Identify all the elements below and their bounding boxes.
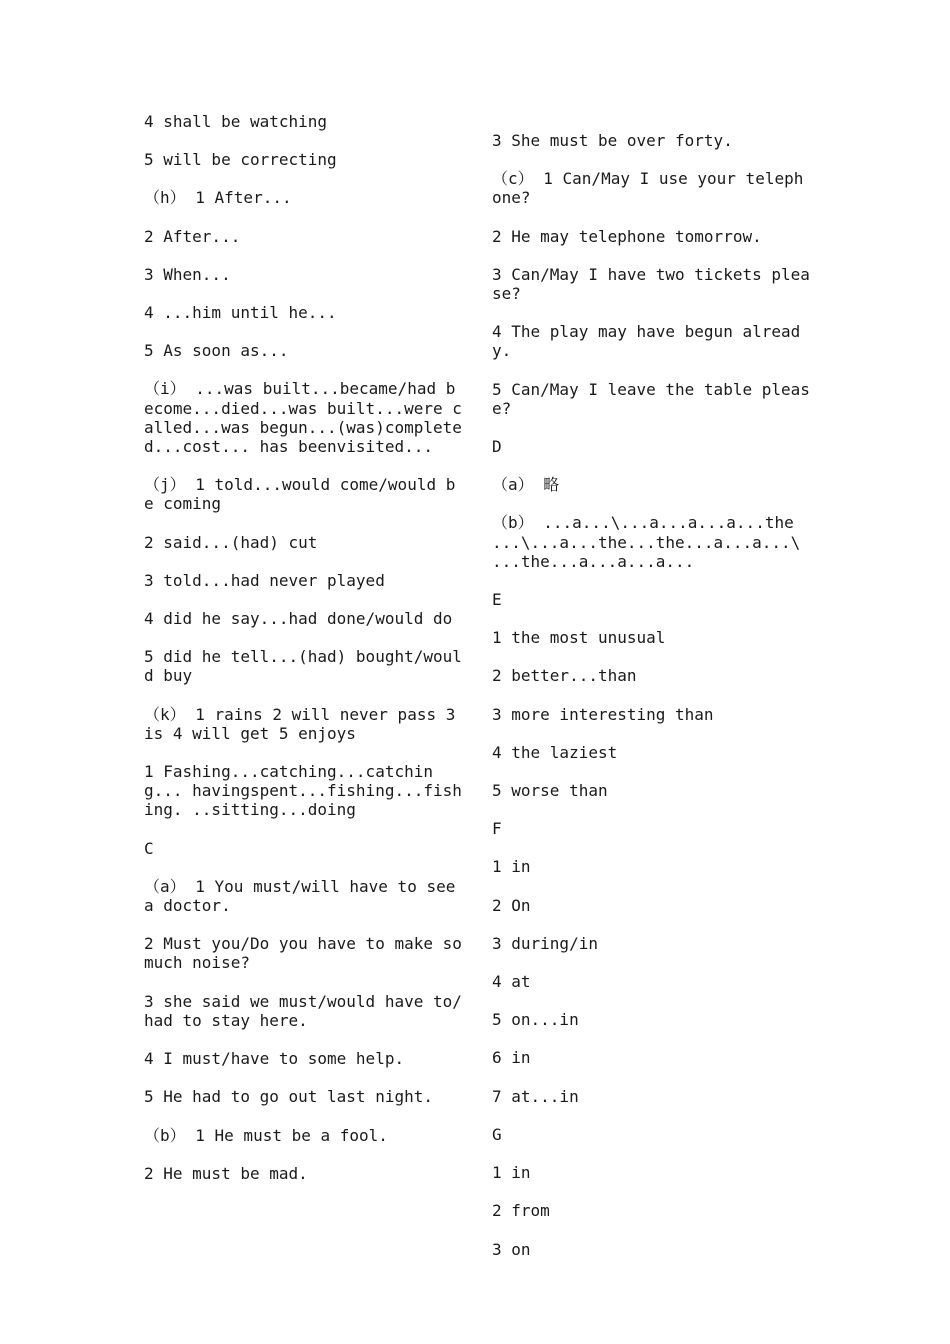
answer-line: 2 He must be mad. <box>144 1163 308 1183</box>
answer-line: 5 Can/May I leave the table please? <box>492 379 810 418</box>
answer-line: （b） ...a...\...a...a...a...the ...\...a...the...the...a...a...\ ...the...a...a...a... <box>492 513 810 571</box>
answer-line: （h） 1 After... <box>144 188 292 208</box>
answer-line: 2 said...(had) cut <box>144 532 318 552</box>
answer-line: 2 After... <box>144 226 241 246</box>
answer-line: 5 worse than <box>492 781 608 801</box>
answer-line: 3 on <box>492 1239 531 1259</box>
answer-line: 2 On <box>492 895 531 915</box>
answer-line: 1 Fashing...catching...catching... havingspent...fishing...fishing. ..sitting...doing <box>144 762 462 820</box>
right-column <box>492 131 810 1278</box>
answer-line: 3 she said we must/would have to/had to stay here. <box>144 991 462 1030</box>
answer-line: 2 Must you/Do you have to make so much noise? <box>144 934 472 973</box>
answer-line: 2 He may telephone tomorrow. <box>492 226 762 246</box>
answer-line: 2 from <box>492 1201 550 1221</box>
answer-line: 5 did he tell...(had) bought/would buy <box>144 647 462 686</box>
answer-line: 5 As soon as... <box>144 341 289 361</box>
section-heading: G <box>492 1124 502 1144</box>
left-column <box>144 112 472 1202</box>
answer-line: （c） 1 Can/May I use your telephone? <box>492 169 804 208</box>
answer-line: 3 told...had never played <box>144 570 385 590</box>
answer-line: （k） 1 rains 2 will never pass 3 is 4 will get 5 enjoys <box>144 704 465 743</box>
answer-line: 1 in <box>492 1163 531 1183</box>
answer-line: 4 ...him until he... <box>144 303 337 323</box>
answer-line: 4 shall be watching <box>144 112 328 131</box>
section-heading: C <box>144 838 154 858</box>
answer-line: 5 He had to go out last night. <box>144 1087 433 1107</box>
answer-line: 5 will be correcting <box>144 150 337 170</box>
answer-line: 4 I must/have to some help. <box>144 1049 405 1069</box>
answer-line: 4 at <box>492 972 531 992</box>
section-heading: D <box>492 437 502 457</box>
answer-line: （a） 略 <box>492 475 560 495</box>
answer-line: 3 during/in <box>492 933 598 953</box>
answer-line: （a） 1 You must/will have to see a doctor. <box>144 876 465 916</box>
answer-line: 3 She must be over forty. <box>492 131 733 150</box>
answer-line: 4 the laziest <box>492 742 618 762</box>
answer-line: 6 in <box>492 1048 531 1068</box>
section-heading: F <box>492 819 502 839</box>
answer-line: 3 Can/May I have two tickets please? <box>492 264 810 304</box>
answer-line: （i） ...was built...became/had become...died...was built...were called...was begun...(was)completed...cost... has beenvisited... <box>144 379 462 457</box>
answer-line: 3 When... <box>144 264 231 284</box>
answer-line: 1 in <box>492 857 531 877</box>
answer-line: 7 at...in <box>492 1086 579 1106</box>
section-heading: E <box>492 590 502 610</box>
answer-line: （j） 1 told...would come/would be coming <box>144 475 456 514</box>
answer-line: 4 did he say...had done/would do <box>144 609 453 629</box>
answer-line: 5 on...in <box>492 1010 579 1030</box>
answer-line: 3 more interesting than <box>492 704 714 724</box>
answer-line: 2 better...than <box>492 666 637 686</box>
answer-line: （b） 1 He must be a fool. <box>144 1125 388 1145</box>
answer-line: 4 The play may have begun already. <box>492 322 801 361</box>
answer-line: 1 the most unusual <box>492 628 666 648</box>
